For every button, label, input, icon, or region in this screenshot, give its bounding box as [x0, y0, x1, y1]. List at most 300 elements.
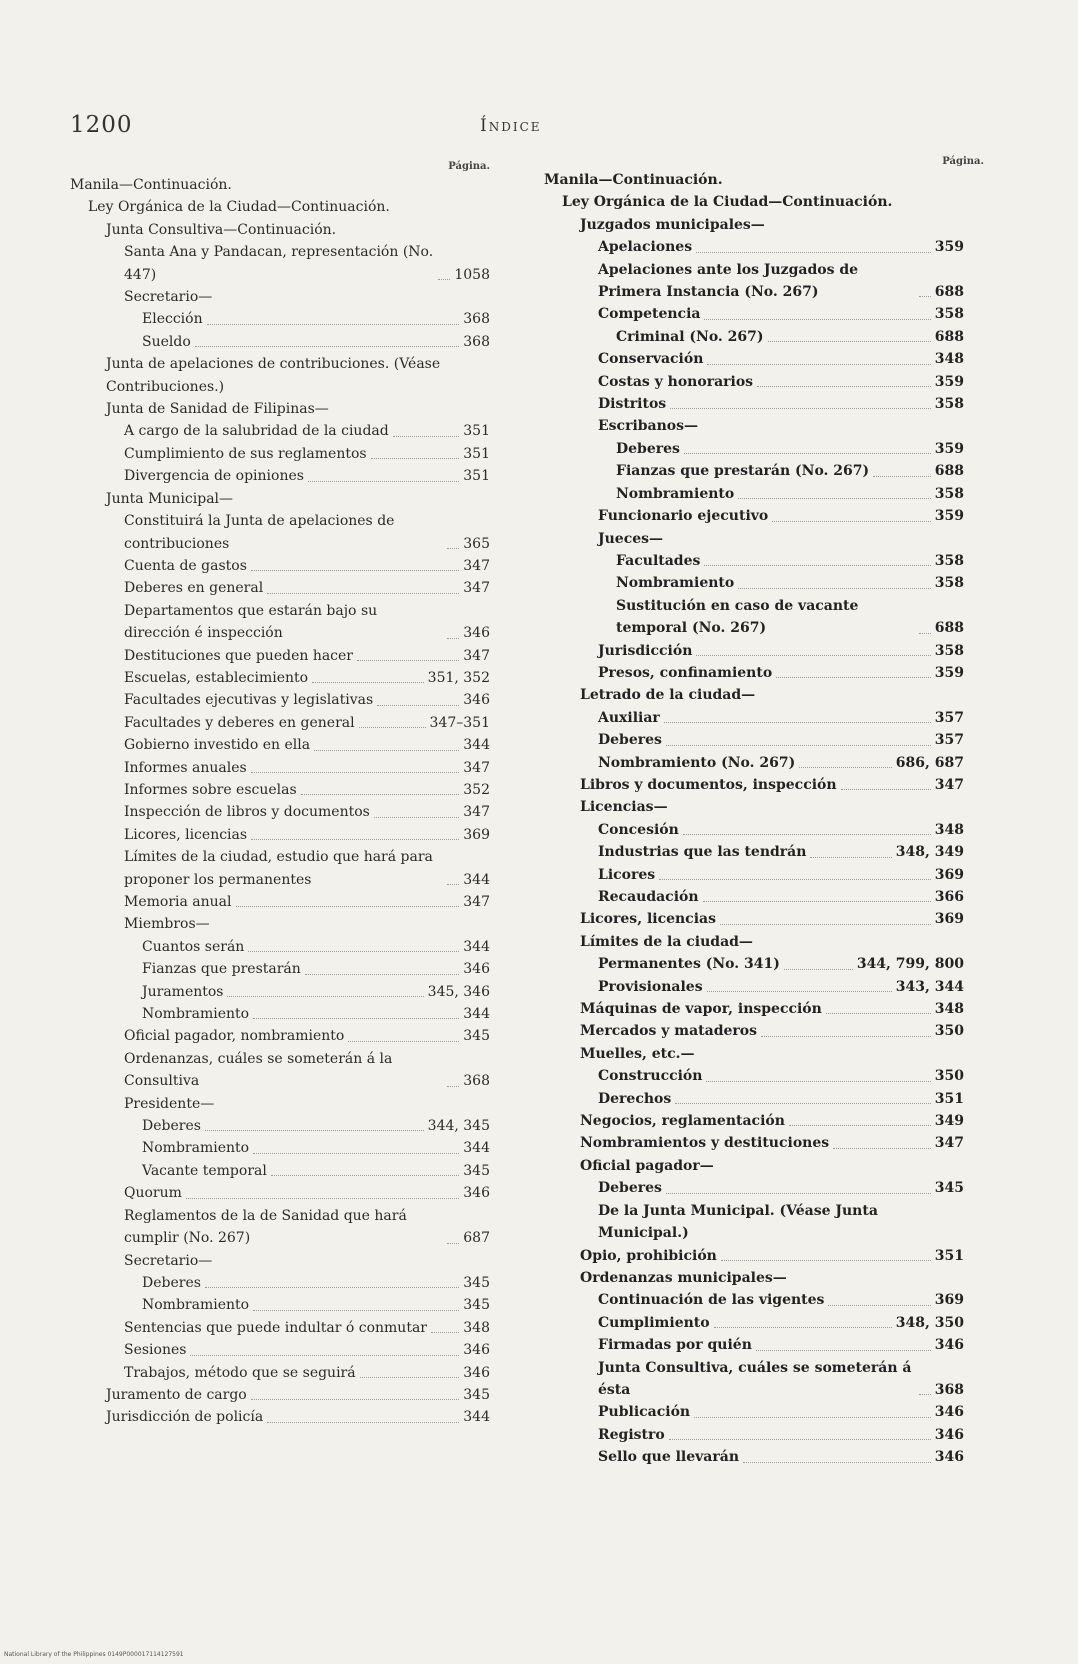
index-entry-page: 346 — [463, 625, 490, 642]
index-entry — [544, 572, 964, 594]
index-entry-page: 347 — [463, 580, 490, 597]
index-entry — [544, 1020, 964, 1042]
index-entry-text: Manila—Continuación. — [70, 177, 232, 193]
index-entry-text: Presos, confinamiento — [598, 664, 773, 681]
index-entry — [70, 1003, 490, 1025]
index-entry-page: 344 — [463, 871, 490, 888]
index-entry — [70, 757, 490, 779]
index-entry-text: Funcionario ejecutivo — [598, 508, 769, 525]
index-entry-text: Publicación — [598, 1404, 691, 1421]
dot-leader — [772, 521, 931, 522]
index-entry — [70, 1115, 490, 1137]
index-entry-page: 348 — [934, 351, 964, 368]
index-entry-page: 359 — [934, 373, 964, 390]
dot-leader — [669, 1439, 931, 1440]
index-entry — [544, 841, 964, 863]
dot-leader — [374, 817, 459, 818]
index-entry-page: 345 — [463, 1162, 490, 1179]
index-entry-page: 358 — [934, 642, 964, 659]
index-entry-page: 344 — [463, 1140, 490, 1157]
index-entry — [70, 286, 490, 308]
index-entry — [70, 1406, 490, 1428]
dot-leader — [833, 1148, 931, 1149]
dot-leader — [684, 453, 931, 454]
index-entry-text: Junta Consultiva, cuáles se someterán á ésta — [598, 1359, 912, 1398]
index-entry — [70, 779, 490, 801]
index-entry-page: 688 — [934, 328, 964, 345]
index-entry-text: Facultades — [616, 552, 701, 569]
index-entry-page: 1058 — [454, 266, 490, 283]
index-entry-text: Nombramiento — [142, 1297, 250, 1314]
index-entry — [70, 420, 490, 442]
index-entry — [544, 460, 964, 482]
index-entry — [544, 908, 964, 930]
index-entry-page: 345 — [463, 1028, 490, 1045]
dot-leader — [251, 1399, 460, 1400]
index-entry — [70, 846, 490, 891]
index-entry-text: Divergencia de opiniones — [124, 468, 304, 485]
index-entry — [70, 488, 490, 510]
dot-leader — [359, 727, 426, 728]
index-entry — [544, 326, 964, 348]
dot-leader — [776, 677, 931, 678]
index-entry — [70, 196, 490, 218]
dot-leader — [761, 1036, 931, 1037]
index-entry — [544, 169, 964, 191]
index-entry-page: 348 — [934, 821, 964, 838]
dot-leader — [227, 996, 423, 997]
index-entry-text: Letrado de la ciudad— — [580, 687, 756, 704]
index-entry-text: Cumplimiento de sus reglamentos — [124, 445, 367, 462]
index-entry-page: 347 — [463, 759, 490, 776]
index-entry — [70, 443, 490, 465]
index-entry-text: Jueces— — [598, 530, 664, 547]
index-entry-page: 687 — [463, 1230, 490, 1247]
index-entry-page: 344, 799, 800 — [856, 956, 964, 973]
dot-leader — [431, 1332, 459, 1333]
index-entry — [70, 241, 490, 286]
dot-leader — [251, 772, 460, 773]
index-entry-page: 351 — [934, 1247, 964, 1264]
index-entry-text: Provisionales — [598, 978, 703, 995]
index-entry-page: 344 — [463, 1006, 490, 1023]
index-entry — [70, 1025, 490, 1047]
index-entry-page: 346 — [463, 961, 490, 978]
index-entry-text: Cuantos serán — [142, 938, 245, 955]
dot-leader — [799, 767, 892, 768]
dot-leader — [205, 1130, 424, 1131]
dot-leader — [253, 1153, 459, 1154]
dot-leader — [195, 346, 460, 347]
index-entry-page: 346 — [463, 1185, 490, 1202]
index-entry-page: 351 — [934, 1090, 964, 1107]
index-entry-page: 345 — [463, 1386, 490, 1403]
index-entry-text: Inspección de libros y documentos — [124, 804, 370, 821]
index-entry-page: 359 — [934, 508, 964, 525]
index-entry — [544, 371, 964, 393]
index-entry — [70, 1250, 490, 1272]
index-entry-page: 369 — [934, 1292, 964, 1309]
index-entry-text: Distritos — [598, 396, 667, 413]
dot-leader — [438, 279, 450, 280]
index-entry — [70, 936, 490, 958]
index-entry-text: Constituirá la Junta de apelaciones de contribuciones — [124, 513, 395, 552]
index-entry — [544, 1267, 964, 1289]
index-entry-page: 359 — [934, 239, 964, 256]
index-entry — [70, 1137, 490, 1159]
dot-leader — [826, 1013, 931, 1014]
index-entry — [70, 1160, 490, 1182]
index-entry-text: Registro — [598, 1426, 665, 1443]
index-column-left — [70, 160, 490, 1429]
dot-leader — [360, 1377, 460, 1378]
index-entry-page: 369 — [934, 911, 964, 928]
index-entry-text: Miembros— — [124, 916, 210, 933]
dot-leader — [314, 750, 459, 751]
index-entry — [544, 998, 964, 1020]
dot-leader — [666, 1193, 931, 1194]
index-entry — [70, 353, 490, 398]
dot-leader — [756, 1350, 931, 1351]
dot-leader — [305, 974, 459, 975]
index-entry — [544, 1177, 964, 1199]
index-entry-text: Junta Consultiva—Continuación. — [106, 221, 337, 238]
index-entry-text: Sueldo — [142, 333, 191, 350]
index-entry-page: 346 — [463, 1364, 490, 1381]
index-entry-page: 351 — [463, 445, 490, 462]
index-entry — [544, 1065, 964, 1087]
index-entry-text: Destituciones que pueden hacer — [124, 647, 353, 664]
index-entry-text: Ley Orgánica de la Ciudad—Continuación. — [88, 199, 390, 216]
index-entry-text: Cuenta de gastos — [124, 557, 247, 574]
index-entry — [70, 1317, 490, 1339]
index-entry-page: 349 — [934, 1113, 964, 1130]
index-entry-text: Fianzas que prestarán (No. 267) — [616, 463, 870, 480]
dot-leader — [738, 498, 931, 499]
index-entry — [544, 1424, 964, 1446]
index-entry-page: 347 — [463, 894, 490, 910]
dot-leader — [768, 341, 931, 342]
dot-leader — [743, 1462, 931, 1463]
index-entry-text: Junta Municipal— — [106, 490, 234, 507]
index-entry-text: Santa Ana y Pandacan, representación (No. 447) — [124, 244, 434, 283]
index-entry — [544, 415, 964, 437]
index-entry-page: 343, 344 — [895, 978, 964, 995]
index-entry — [70, 734, 490, 756]
dot-leader — [810, 857, 891, 858]
index-entry-page: 344 — [463, 1409, 490, 1426]
index-entry-text: Junta de Sanidad de Filipinas— — [106, 401, 329, 418]
index-entry-text: Opio, prohibición — [580, 1247, 717, 1264]
dot-leader — [447, 884, 459, 885]
index-entry-text: Nombramiento — [142, 1140, 250, 1157]
index-entry-text: Máquinas de vapor, inspección — [580, 1001, 822, 1018]
index-entry-page: 350 — [934, 1068, 964, 1085]
index-entry — [70, 1093, 490, 1115]
index-entry-page: 368 — [463, 311, 490, 328]
index-entry-page: 369 — [463, 826, 490, 843]
dot-leader — [312, 682, 424, 683]
index-entry — [544, 819, 964, 841]
index-entry-text: Oficial pagador, nombramiento — [124, 1028, 345, 1045]
dot-leader — [784, 969, 853, 970]
index-entry — [544, 595, 964, 640]
index-entry-text: Libros y documentos, inspección — [580, 776, 837, 793]
dot-leader — [675, 1103, 931, 1104]
dot-leader — [301, 794, 460, 795]
index-entry-text: Licores, licencias — [124, 826, 248, 843]
index-entry-text: Secretario— — [124, 1252, 213, 1269]
index-entry-text: Juramentos — [142, 983, 224, 1000]
dot-leader — [236, 906, 460, 907]
index-entry — [70, 645, 490, 667]
index-entry — [544, 707, 964, 729]
scan-footer: National Library of the Philippines 0149P000017114127591 — [4, 1651, 184, 1658]
dot-leader — [706, 1081, 930, 1082]
dot-leader — [186, 1198, 459, 1199]
index-entry — [544, 684, 964, 706]
dot-leader — [253, 1018, 459, 1019]
index-entry-page: 347 — [934, 1135, 964, 1152]
dot-leader — [447, 1086, 459, 1087]
index-entry — [70, 913, 490, 935]
index-entry-text: Concesión — [598, 821, 679, 838]
index-entry-text: Deberes — [142, 1118, 201, 1135]
index-column-right — [544, 155, 984, 1469]
index-entry — [70, 577, 490, 599]
dot-leader — [919, 1394, 931, 1395]
index-entry — [544, 1357, 964, 1402]
index-entry-text: Deberes — [142, 1274, 201, 1291]
index-entry-text: Cumplimiento — [598, 1314, 710, 1331]
dot-leader — [248, 951, 459, 952]
dot-leader — [696, 655, 930, 656]
index-entry — [544, 953, 964, 975]
dot-leader — [267, 1422, 459, 1423]
index-entry-text: Informes sobre escuelas — [124, 781, 297, 798]
dot-leader — [721, 1260, 931, 1261]
index-entry — [70, 712, 490, 734]
index-entry — [544, 393, 964, 415]
dot-leader — [251, 839, 459, 840]
dot-leader — [828, 1305, 930, 1306]
page-number: 1200 — [70, 112, 133, 138]
index-entry — [544, 1245, 964, 1267]
dot-leader — [447, 1243, 459, 1244]
index-entry-page: 346 — [463, 692, 490, 709]
index-entry-page: 688 — [934, 463, 964, 480]
index-entry-page: 348 — [463, 1319, 490, 1336]
index-entry — [544, 752, 964, 774]
index-entry-page: 357 — [934, 709, 964, 726]
index-entry — [544, 1289, 964, 1311]
dot-leader — [694, 1417, 931, 1418]
index-entry — [70, 801, 490, 823]
index-entry-text: Gobierno investido en ella — [124, 737, 311, 754]
index-entry — [70, 1272, 490, 1294]
index-entry-text: Nombramiento — [616, 485, 735, 502]
index-entry — [544, 348, 964, 370]
index-entry-page: 348, 349 — [895, 844, 964, 861]
index-entry-page: 357 — [934, 732, 964, 749]
dot-leader — [873, 476, 931, 477]
index-entry — [544, 1312, 964, 1334]
index-entry — [544, 774, 964, 796]
index-entry — [70, 219, 490, 241]
dot-leader — [919, 296, 931, 297]
index-entry-text: Junta de apelaciones de contribuciones. (Véase Contribuciones.) — [106, 356, 441, 395]
index-entry — [544, 662, 964, 684]
index-entry-page: 344 — [463, 938, 490, 955]
index-entry-text: Deberes en general — [124, 580, 264, 597]
index-entry — [70, 510, 490, 555]
dot-leader — [683, 834, 931, 835]
index-entry-text: Mercados y mataderos — [580, 1023, 757, 1040]
dot-leader — [371, 458, 460, 459]
index-entry-page: 358 — [934, 396, 964, 413]
index-entry-text: Nombramiento — [616, 575, 735, 592]
index-entry-text: Permanentes (No. 341) — [598, 956, 780, 973]
index-entry — [544, 505, 964, 527]
index-entry-text: Muelles, etc.— — [580, 1045, 695, 1062]
index-entry-page: 348 — [934, 1001, 964, 1018]
index-entry — [544, 528, 964, 550]
index-entry-page: 686, 687 — [895, 754, 964, 771]
index-entry-text: Departamentos que estarán bajo su dirección é inspección — [124, 602, 378, 642]
index-entry-text: Trabajos, método que se seguirá — [124, 1364, 356, 1381]
index-entry — [70, 1182, 490, 1204]
dot-leader — [253, 1310, 459, 1311]
index-entry — [70, 891, 490, 913]
dot-leader — [707, 364, 930, 365]
index-entry-text: Ordenanzas, cuáles se someterán á la Consultiva — [124, 1050, 393, 1090]
index-entry-text: Vacante temporal — [142, 1162, 267, 1179]
index-entry — [544, 796, 964, 818]
index-entry-page: 346 — [463, 1342, 490, 1359]
index-entry-text: Reglamentos de la de Sanidad que hará cumplir (No. 267) — [124, 1207, 407, 1247]
index-entry — [70, 308, 490, 330]
index-entry-text: Licores — [598, 866, 656, 883]
index-entry — [544, 1088, 964, 1110]
dot-leader — [919, 633, 931, 634]
index-entry — [70, 600, 490, 645]
index-entry-text: Límites de la ciudad— — [580, 933, 753, 950]
index-entry-text: Jurisdicción — [598, 642, 693, 659]
index-entry — [544, 1132, 964, 1154]
index-entry — [544, 729, 964, 751]
index-entry-page: 346 — [934, 1337, 964, 1354]
index-entry — [544, 1446, 964, 1468]
index-entry-page: 358 — [934, 575, 964, 592]
dot-leader — [393, 436, 460, 437]
index-entry-text: Recaudación — [598, 889, 699, 905]
index-entry-text: Firmadas por quién — [598, 1337, 752, 1354]
index-entry-page: 347 — [463, 804, 490, 821]
index-entry-text: Sentencias que puede indultar ó conmutar — [124, 1319, 427, 1336]
index-entry-page: 688 — [934, 620, 964, 637]
index-entry-text: Elección — [142, 311, 203, 328]
index-entry — [70, 1339, 490, 1361]
index-entry-page: 346 — [934, 1449, 964, 1466]
index-entry-page: 368 — [934, 1381, 964, 1398]
index-entry — [544, 550, 964, 572]
index-entry-text: Deberes — [598, 1180, 662, 1197]
index-entry-text: Fianzas que prestarán — [142, 961, 301, 978]
index-entry — [544, 976, 964, 998]
index-entry-text: Escuelas, establecimiento — [124, 669, 309, 686]
dot-leader — [447, 548, 459, 549]
dot-leader — [703, 901, 931, 902]
dot-leader — [377, 705, 459, 706]
index-entry-page: 344, 345 — [427, 1118, 490, 1135]
index-entry-text: Competencia — [598, 306, 701, 323]
index-entry-text: A cargo de la salubridad de la ciudad — [124, 423, 389, 440]
index-entry-page: 358 — [934, 306, 964, 323]
dot-leader — [308, 481, 459, 482]
index-entry — [544, 438, 964, 460]
index-entry — [70, 465, 490, 487]
dot-leader — [348, 1041, 459, 1042]
dot-leader — [190, 1355, 459, 1356]
index-entry-text: Facultades ejecutivas y legislativas — [124, 692, 374, 709]
dot-leader — [720, 924, 931, 925]
index-entry-page: 351 — [463, 468, 490, 485]
index-entry — [544, 236, 964, 258]
index-entry-text: Nombramiento — [142, 1006, 250, 1023]
index-entry-text: Criminal (No. 267) — [616, 328, 764, 345]
page-title: Índice — [480, 116, 542, 136]
column-heading-left: Página. — [448, 161, 490, 172]
index-entry-page: 345 — [934, 1180, 964, 1197]
index-entry — [70, 1205, 490, 1250]
dot-leader — [738, 588, 931, 589]
index-entry — [544, 1110, 964, 1132]
index-entry-page: 347 — [463, 647, 490, 664]
index-entry-page: 351, 352 — [427, 669, 490, 686]
index-entry-page: 351 — [463, 423, 490, 440]
index-entry-text: Memoria anual — [124, 894, 232, 910]
index-entry-text: Deberes — [598, 732, 662, 749]
index-entry-page: 358 — [934, 552, 964, 569]
index-entry-text: Nombramiento (No. 267) — [598, 754, 796, 771]
index-entry-page: 344 — [463, 737, 490, 754]
index-entry-page: 350 — [934, 1023, 964, 1040]
index-entry-text: Límites de la ciudad, estudio que hará para proponer los permanentes — [124, 849, 433, 888]
index-entry — [70, 958, 490, 980]
index-entry-text: Informes anuales — [124, 759, 247, 776]
dot-leader — [704, 319, 930, 320]
index-entry-page: 345 — [463, 1297, 490, 1314]
index-entry-page: 369 — [934, 866, 964, 883]
index-entry-text: Presidente— — [124, 1095, 215, 1112]
index-entry-page: 688 — [934, 284, 964, 301]
index-entry-text: Negocios, reglamentación — [580, 1113, 785, 1130]
index-entry-text: Juzgados municipales— — [580, 216, 765, 233]
index-entry — [70, 398, 490, 420]
index-entry-page: 345, 346 — [427, 983, 490, 1000]
dot-leader — [659, 879, 931, 880]
dot-leader — [205, 1287, 459, 1288]
index-entry-page: 368 — [463, 1073, 490, 1090]
dot-leader — [267, 593, 459, 594]
index-entry — [544, 864, 964, 886]
column-heading-right: Página. — [942, 156, 984, 167]
index-entry-page: 359 — [934, 440, 964, 457]
index-entry-page: 358 — [934, 485, 964, 502]
index-entry-page: 352 — [463, 781, 490, 798]
index-entry-text: Secretario— — [124, 289, 213, 306]
index-entry-page: 346 — [934, 1404, 964, 1421]
